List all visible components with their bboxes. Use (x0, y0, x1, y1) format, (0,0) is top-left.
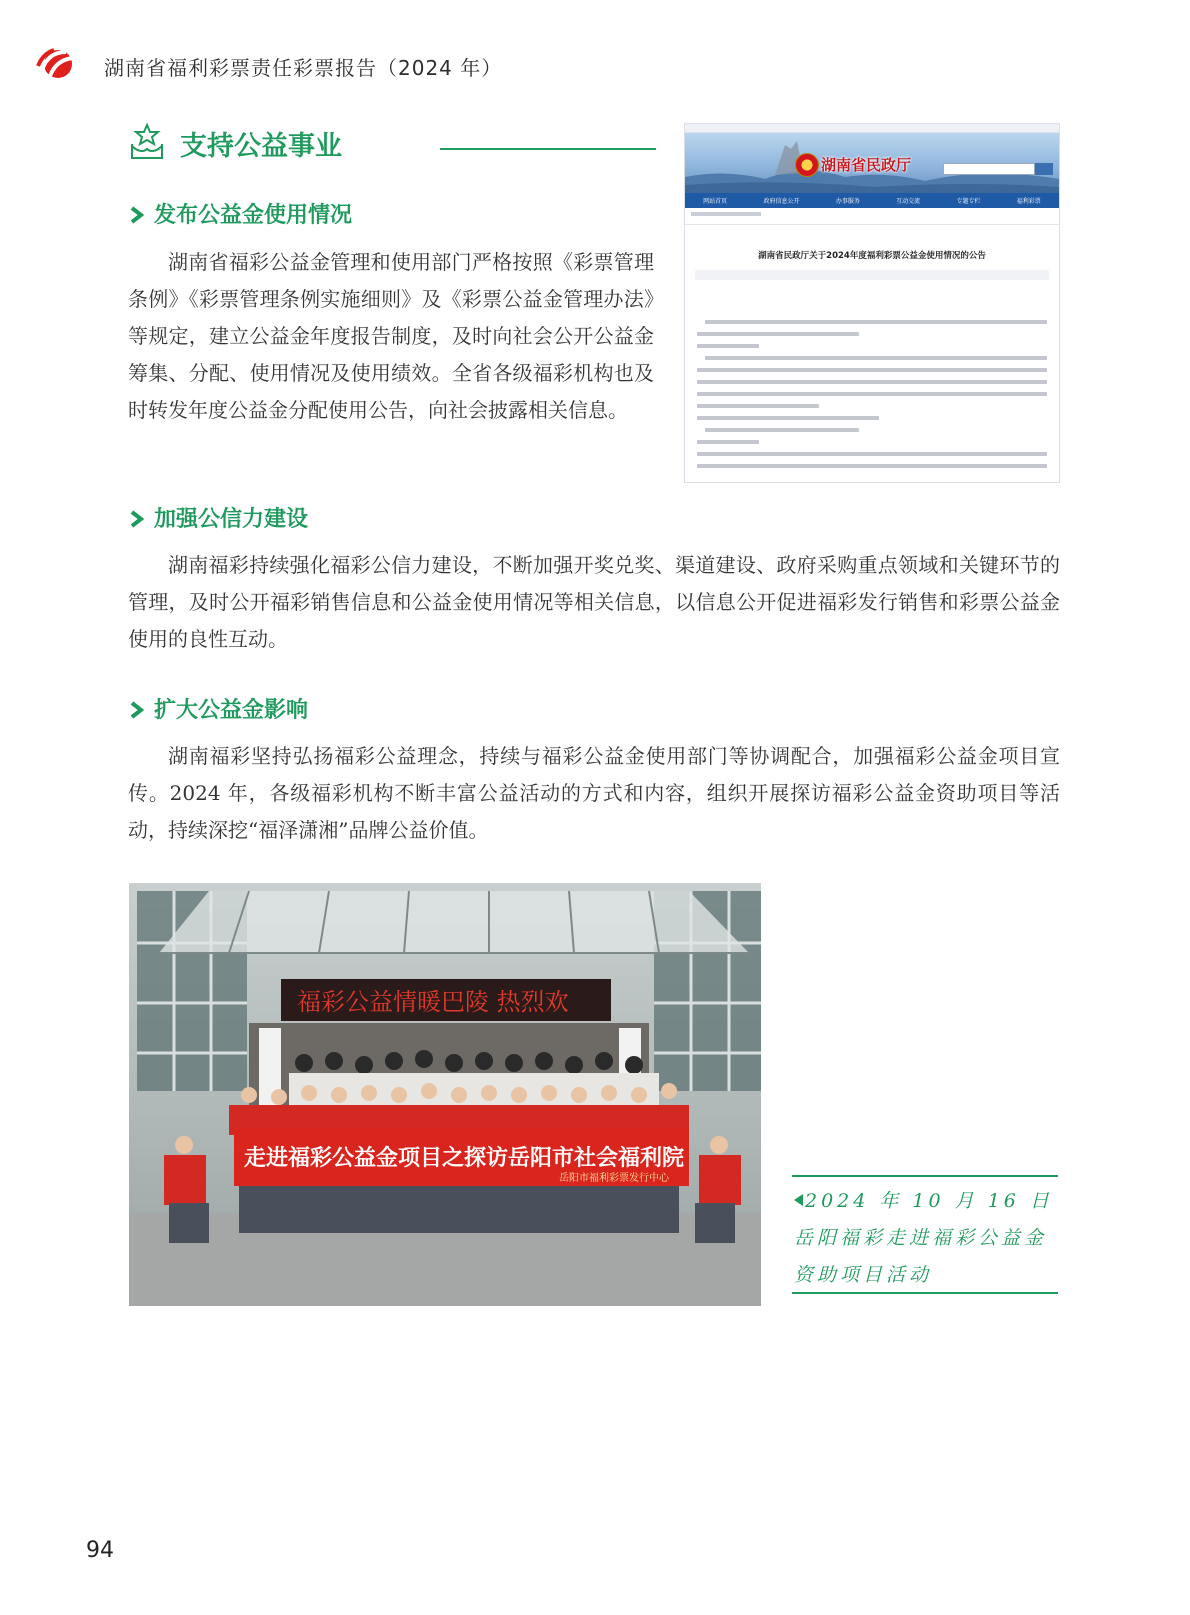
website-notice-meta (695, 270, 1049, 280)
website-notice-title: 湖南省民政厅关于2024年度福利彩票公益金使用情况的公告 (758, 251, 986, 261)
page-number: 94 (86, 1538, 114, 1563)
subsection-heading-text: 扩大公益金影响 (154, 698, 309, 723)
photo-caption-text: 2024 年 10 月 16 日岳阳福彩走进福彩公益金资助项目活动 (794, 1190, 1053, 1286)
website-nav-item: 专题专栏 (956, 198, 981, 205)
lottery-logo-icon (36, 44, 76, 84)
photo-caption (794, 1183, 1058, 1294)
website-banner (685, 133, 1059, 193)
subsection-heading-2 (128, 502, 308, 533)
subsection-heading-text: 发布公益金使用情况 (154, 203, 353, 228)
group-photo (129, 883, 761, 1306)
subsection-heading-text: 加强公信力建设 (154, 507, 309, 532)
website-site-title: 湖南省民政厅 (821, 156, 912, 174)
subsection-heading-3 (128, 693, 308, 724)
section-divider (440, 148, 656, 150)
website-topbar (685, 124, 1059, 133)
subsection-heading-1 (128, 198, 352, 229)
report-header-title: 湖南省福利彩票责任彩票报告（2024 年） (104, 56, 503, 80)
caption-bottom-rule (792, 1292, 1058, 1294)
website-search-input (943, 163, 1035, 175)
chevron-right-icon (128, 205, 146, 225)
chevron-right-icon (128, 509, 146, 529)
website-notice-body (685, 320, 1059, 468)
website-nav (685, 193, 1059, 208)
caption-top-rule (792, 1175, 1058, 1177)
subsection-paragraph-1: 湖南省福彩公益金管理和使用部门严格按照《彩票管理条例》《彩票管理条例实施细则》及《彩票公益金管理办法》等规定，建立公益金年度报告制度，及时向社会公开公益金筹集、分配、使用情况及使用绩效。全省各级福彩机构也及时转发年度公益金分配使用公告，向社会披露相关信息。 (128, 250, 654, 422)
hand-heart-icon (128, 122, 166, 162)
website-nav-item: 互动交流 (896, 198, 921, 205)
photo-banner-text: 走进福彩公益金项目之探访岳阳市社会福利院 (244, 1146, 685, 1171)
website-breadcrumb (685, 212, 1059, 225)
website-nav-item: 网站首页 (703, 198, 728, 205)
building-led-sign: 福彩公益情暖巴陵 热烈欢 (297, 988, 569, 1016)
website-nav-item: 福利彩票 (1016, 198, 1041, 205)
subsection-paragraph-3: 湖南福彩坚持弘扬福彩公益理念，持续与福彩公益金使用部门等协调配合，加强福彩公益金项目宣传。2024 年，各级福彩机构不断丰富公益活动的方式和内容，组织开展探访福彩公益金资助项目等活动，持续深挖“福泽潇湘”品牌公益价值。 (128, 744, 1060, 842)
section-title: 支持公益事业 (180, 131, 342, 162)
website-nav-item: 办事服务 (835, 198, 860, 205)
chevron-right-icon (128, 700, 146, 720)
website-screenshot (684, 123, 1060, 483)
subsection-paragraph-2: 湖南福彩持续强化福彩公信力建设，不断加强开奖兑奖、渠道建设、政府采购重点领域和关键环节的管理，及时公开福彩销售信息和公益金使用情况等相关信息，以信息公开促进福彩发行销售和彩票公益金使用的良性互动。 (128, 553, 1060, 651)
national-emblem-icon (795, 153, 819, 177)
website-nav-item: 政府信息公开 (763, 198, 800, 205)
caption-arrow-icon (794, 1194, 803, 1206)
photo-banner-subtext: 岳阳市福利彩票发行中心 (559, 1173, 669, 1184)
website-search-button (1035, 163, 1053, 175)
